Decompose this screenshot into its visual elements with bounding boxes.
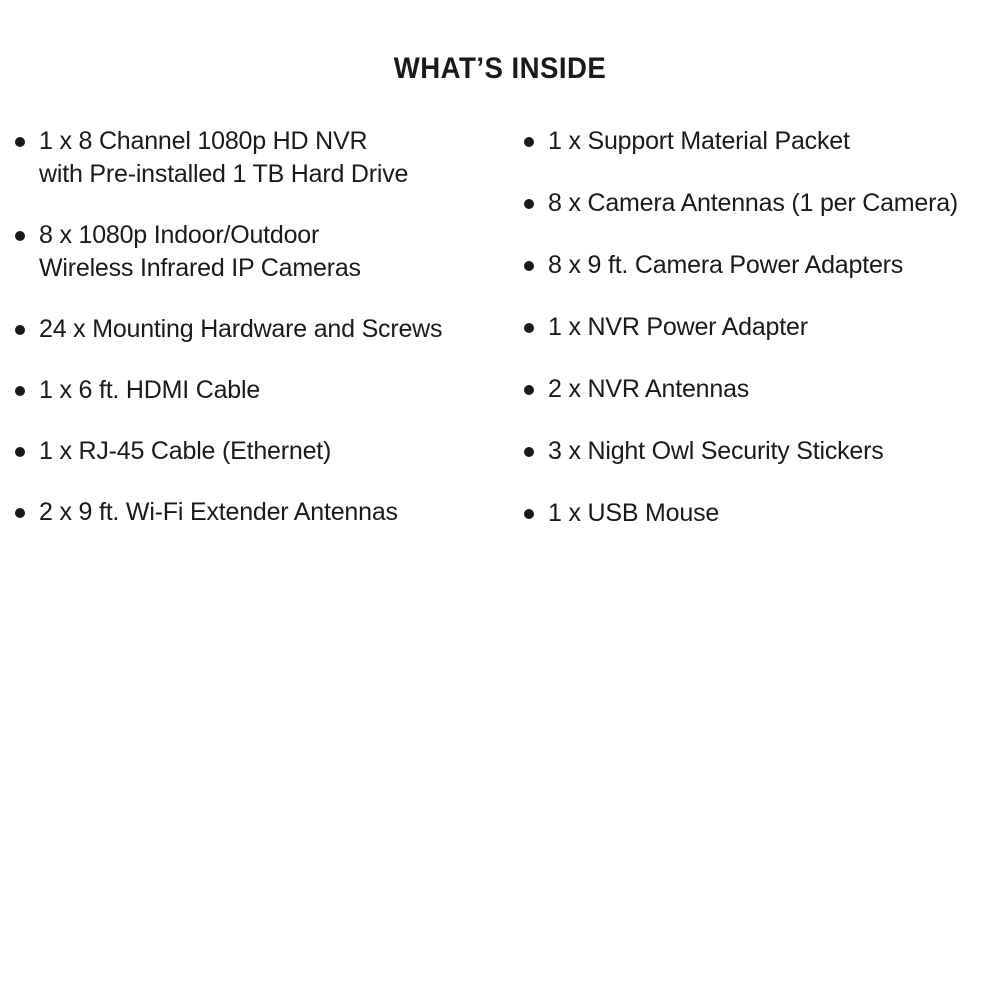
item-line: 8 x Camera Antennas (1 per Camera) xyxy=(548,189,959,217)
list-item xyxy=(12,219,492,285)
list-item xyxy=(12,496,492,529)
contents-list-left xyxy=(12,125,492,557)
bullet-icon xyxy=(15,231,25,241)
list-item xyxy=(521,311,996,344)
list-item xyxy=(12,374,492,407)
item-line: 2 x NVR Antennas xyxy=(548,375,750,403)
bullet-icon xyxy=(524,199,534,209)
bullet-icon xyxy=(15,508,25,518)
item-line: 1 x NVR Power Adapter xyxy=(548,313,808,341)
item-line: 1 x RJ-45 Cable (Ethernet) xyxy=(39,437,332,465)
list-item xyxy=(12,435,492,468)
item-line: Wireless Infrared IP Cameras xyxy=(39,254,361,282)
list-item xyxy=(521,497,996,530)
list-item xyxy=(521,187,996,220)
list-item xyxy=(521,373,996,406)
bullet-icon xyxy=(524,261,534,271)
page-title: WHAT’S INSIDE xyxy=(393,52,607,85)
item-line: 1 x 6 ft. HDMI Cable xyxy=(39,376,261,404)
bullet-icon xyxy=(524,509,534,519)
list-item xyxy=(521,125,996,158)
list-item xyxy=(521,249,996,282)
item-line: with Pre-installed 1 TB Hard Drive xyxy=(39,160,409,188)
bullet-icon xyxy=(15,137,25,147)
item-line: 1 x 8 Channel 1080p HD NVR xyxy=(39,127,368,155)
list-item xyxy=(521,435,996,468)
item-line: 1 x USB Mouse xyxy=(548,499,720,527)
item-line: 8 x 1080p Indoor/Outdoor xyxy=(39,221,320,249)
list-item xyxy=(12,125,492,191)
item-line: 1 x Support Material Packet xyxy=(548,127,850,155)
item-line: 8 x 9 ft. Camera Power Adapters xyxy=(548,251,904,279)
bullet-icon xyxy=(15,386,25,396)
contents-list-right xyxy=(521,125,996,559)
bullet-icon xyxy=(524,323,534,333)
bullet-icon xyxy=(15,447,25,457)
bullet-icon xyxy=(524,385,534,395)
bullet-icon xyxy=(15,325,25,335)
item-line: 2 x 9 ft. Wi-Fi Extender Antennas xyxy=(39,498,398,526)
list-item xyxy=(12,313,492,346)
item-line: 24 x Mounting Hardware and Screws xyxy=(39,315,443,343)
bullet-icon xyxy=(524,137,534,147)
item-line: 3 x Night Owl Security Stickers xyxy=(548,437,884,465)
bullet-icon xyxy=(524,447,534,457)
